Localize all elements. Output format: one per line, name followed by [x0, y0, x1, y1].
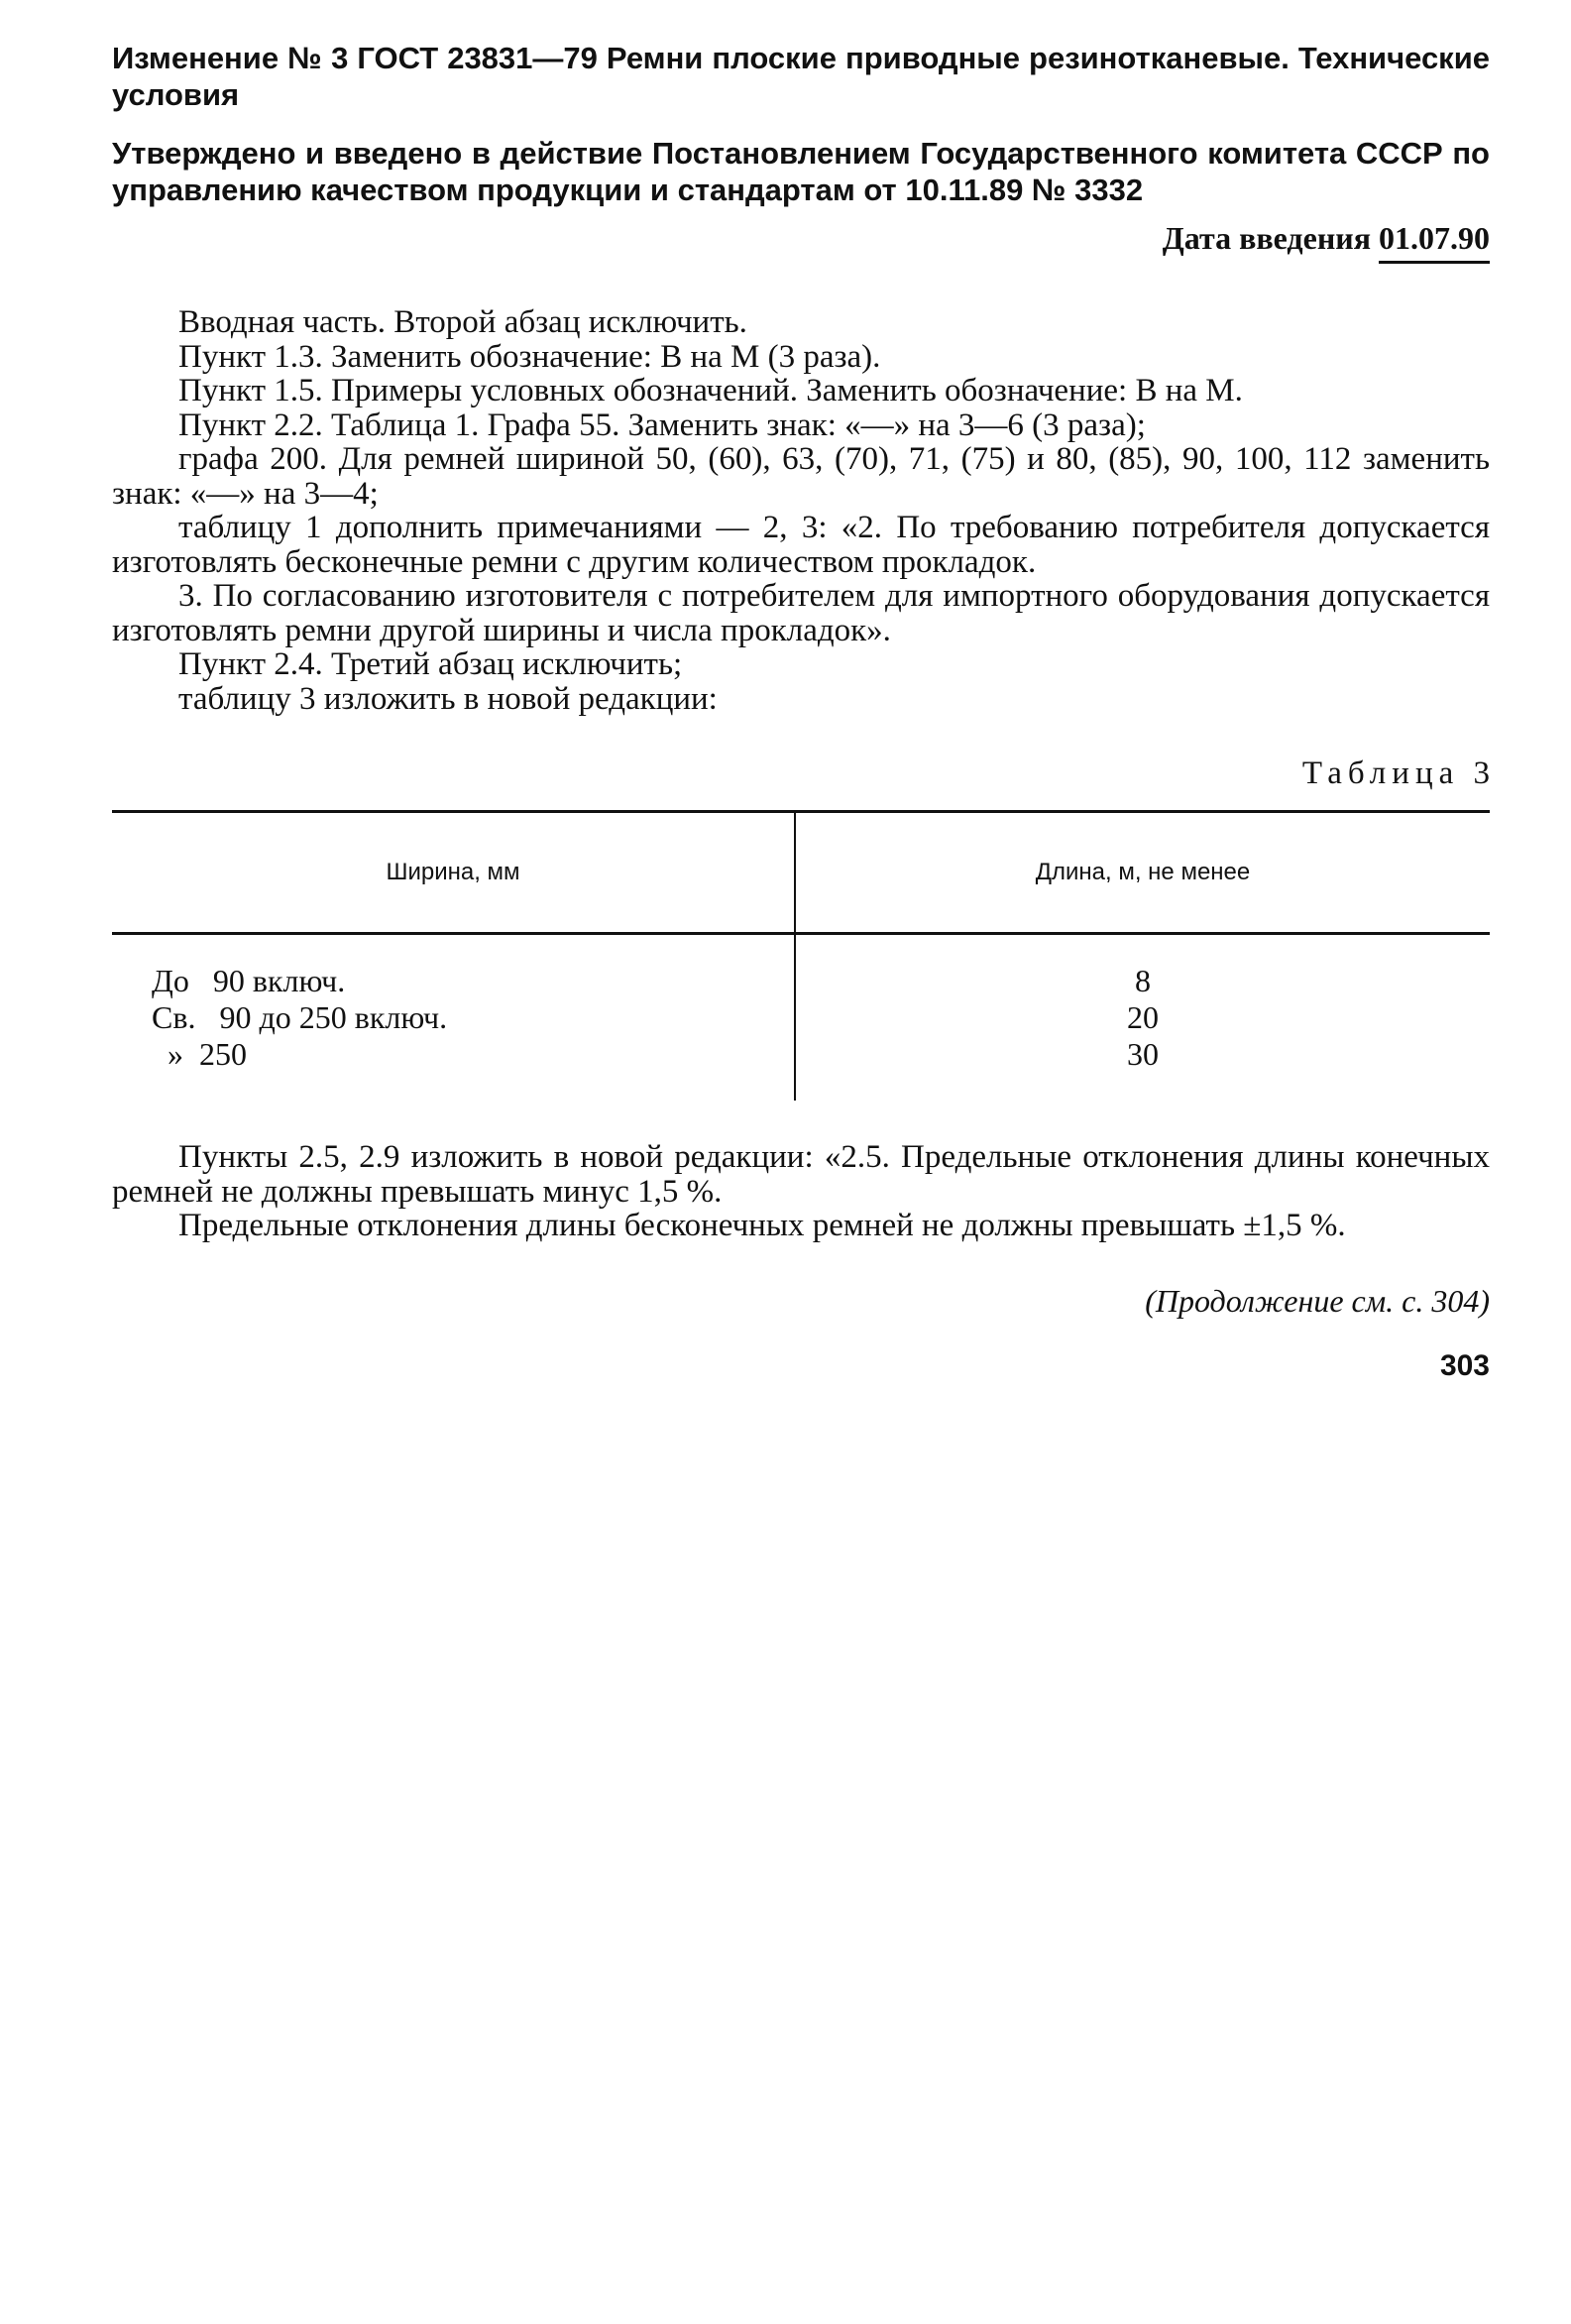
body-paragraph: Пункт 1.3. Заменить обозначение: В на М (3 раза).: [178, 338, 881, 375]
effective-date-value: 01.07.90: [1379, 220, 1490, 264]
amendment-title: Изменение № 3 ГОСТ 23831—79 Ремни плоские приводные резинотканевые. Технические условия: [112, 41, 1490, 112]
continued-note: (Продолжение см. с. 304): [1145, 1282, 1490, 1319]
body-paragraph: Пункт 2.4. Третий абзац исключить;: [178, 646, 683, 682]
body-paragraph: 3. По согласованию изготовителя с потребителем для импортного оборудования допускается изготовлять ремни другой ширины и числа прокладок».: [112, 578, 1490, 648]
body-paragraph: таблицу 1 дополнить примечаниями — 2, 3: «2. По требованию потребителя допускается изготовлять бесконечные ремни с другим количеством прокладок.: [112, 510, 1490, 580]
width-value: » 250: [152, 1036, 247, 1072]
table-3: [112, 810, 1490, 1101]
document-page: [112, 40, 1496, 1383]
table-caption: Таблица 3: [1301, 755, 1496, 791]
body-paragraph: Вводная часть. Второй абзац исключить.: [178, 304, 747, 340]
approval-statement: Утверждено и введено в действие Постановлением Государственного комитета СССР по управлению качеством продукции и стандартам от 10.11.89 № 3332: [112, 136, 1490, 207]
body-paragraph: Пункт 2.2. Таблица 1. Графа 55. Заменить знак: «—» на 3—6 (3 раза);: [178, 407, 1146, 443]
page-number: 303: [1439, 1348, 1490, 1382]
length-value: 30: [1127, 1036, 1159, 1072]
amendment-body: [112, 305, 1490, 716]
body-paragraph: Пункты 2.5, 2.9 изложить в новой редакции: «2.5. Предельные отклонения длины конечных ремней не должны превышать минус 1,5 %.: [112, 1139, 1490, 1210]
body-paragraph: таблицу 3 изложить в новой редакции:: [178, 680, 718, 717]
table-header-width: Ширина, мм: [112, 812, 795, 934]
table-header-length: Длина, м, не менее: [795, 812, 1490, 934]
body-paragraph: графа 200. Для ремней шириной 50, (60), 63, (70), 71, (75) и 80, (85), 90, 100, 112 заменить знак: «—» на 3—4;: [112, 441, 1490, 512]
effective-date: [112, 220, 1490, 264]
length-cell: [795, 934, 1490, 1102]
length-value: 20: [1127, 999, 1159, 1035]
amendment-continuation: [112, 1140, 1490, 1243]
table-row: [112, 934, 1490, 1102]
width-cell: [112, 934, 795, 1102]
width-value: Св. 90 до 250 включ.: [152, 999, 448, 1035]
body-paragraph: Предельные отклонения длины бесконечных ремней не должны превышать ±1,5 %.: [178, 1208, 1346, 1243]
body-paragraph: Пункт 1.5. Примеры условных обозначений. Заменить обозначение: В на М.: [178, 373, 1243, 408]
length-value: 8: [1135, 963, 1151, 998]
effective-date-label: Дата введения: [1162, 220, 1371, 256]
width-value: До 90 включ.: [152, 963, 346, 998]
